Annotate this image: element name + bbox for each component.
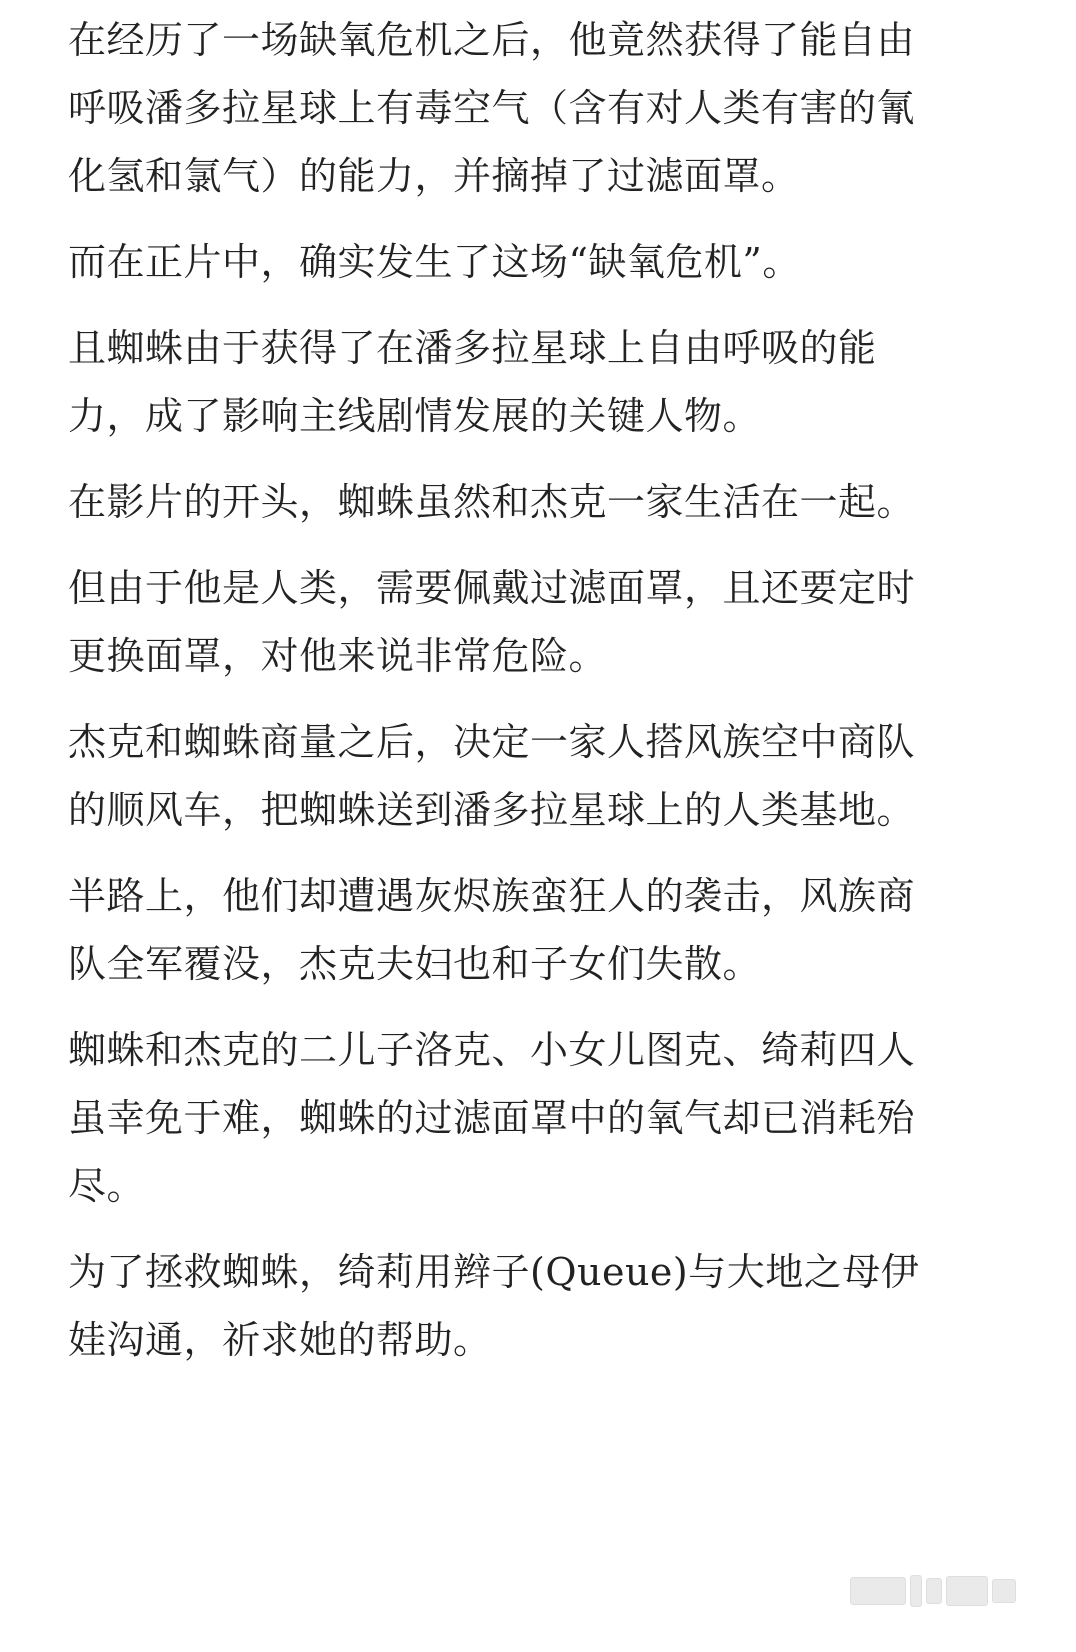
paragraph: 而在正片中，确实发生了这场“缺氧危机”。 [68,240,801,284]
paragraph: 杰克和蜘蛛商量之后，决定一家人搭风族空中商队的顺风车，把蜘蛛送到潘多拉星球上的人类基地。 [68,720,916,832]
watermark-mark [992,1579,1016,1603]
paragraph: 在经历了一场缺氧危机之后，他竟然获得了能自由呼吸潘多拉星球上有毒空气（含有对人类有害的氰化氢和氯气）的能力，并摘掉了过滤面罩。 [68,18,916,198]
paragraph: 蜘蛛和杰克的二儿子洛克、小女儿图克、绮莉四人虽幸免于难，蜘蛛的过滤面罩中的氧气却已消耗殆尽。 [68,1028,916,1208]
paragraph: 但由于他是人类，需要佩戴过滤面罩，且还要定时更换面罩，对他来说非常危险。 [68,566,916,678]
article-body [68,6,948,1392]
paragraph: 为了拯救蜘蛛，绮莉用辫子(Queue)与大地之母伊娃沟通，祈求她的帮助。 [68,1250,920,1362]
watermark-mark [850,1577,906,1605]
watermark-mark [910,1575,922,1607]
paragraph: 且蜘蛛由于获得了在潘多拉星球上自由呼吸的能力，成了影响主线剧情发展的关键人物。 [68,326,877,438]
paragraph: 在影片的开头，蜘蛛虽然和杰克一家生活在一起。 [68,480,916,524]
watermark-mark [926,1578,942,1604]
watermark-logo [850,1574,1016,1608]
paragraph: 半路上，他们却遭遇灰烬族蛮狂人的袭击，风族商队全军覆没，杰克夫妇也和子女们失散。 [68,874,916,986]
watermark-mark [946,1576,988,1606]
